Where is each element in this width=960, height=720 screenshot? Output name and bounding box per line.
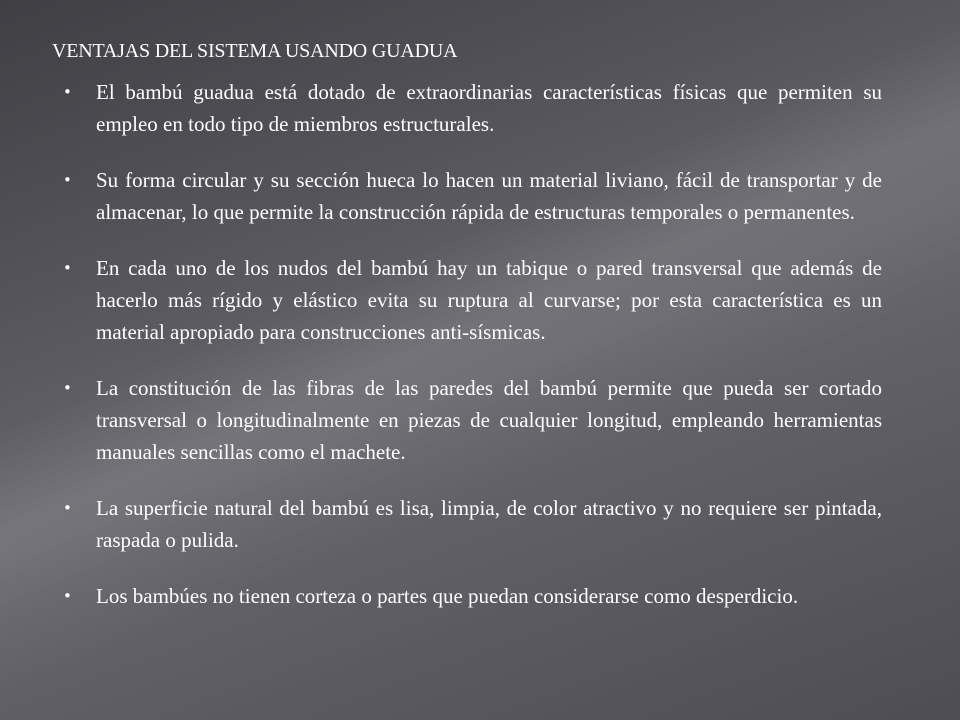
- bullet-marker: •: [63, 379, 72, 397]
- bullet-item: [60, 164, 882, 228]
- bullet-text: La superficie natural del bambú es lisa, limpia, de color atractivo y no requiere ser pintada, raspada o pulida.: [96, 496, 882, 552]
- bullet-marker: •: [63, 83, 72, 101]
- bullet-marker: •: [63, 499, 72, 517]
- bullet-item: [60, 76, 882, 140]
- bullet-item: [60, 492, 882, 556]
- bullet-text: El bambú guadua está dotado de extraordinarias características físicas que permiten su empleo en todo tipo de miembros estructurales.: [96, 80, 882, 136]
- slide-title: VENTAJAS DEL SISTEMA USANDO GUADUA: [52, 40, 458, 62]
- bullet-marker: •: [63, 259, 72, 277]
- bullet-item: [60, 372, 882, 468]
- bullet-marker: •: [63, 587, 72, 605]
- bullet-text: La constitución de las fibras de las paredes del bambú permite que pueda ser cortado transversal o longitudinalmente en piezas de cualquier longitud, empleando herramientas manuales sencillas como el machete.: [96, 376, 882, 464]
- bullet-text: Los bambúes no tienen corteza o partes que puedan considerarse como desperdicio.: [96, 584, 799, 608]
- bullet-marker: •: [63, 171, 72, 189]
- bullet-item: [60, 580, 882, 612]
- bullet-text: Su forma circular y su sección hueca lo hacen un material liviano, fácil de transportar y de almacenar, lo que permite la construcción rápida de estructuras temporales o permanentes.: [96, 168, 882, 224]
- bullet-item: [60, 252, 882, 348]
- bullet-list: [60, 76, 882, 636]
- bullet-text: En cada uno de los nudos del bambú hay un tabique o pared transversal que además de hacerlo más rígido y elástico evita su ruptura al curvarse; por esta característica es un material apropiado para construcciones anti-sísmicas.: [96, 256, 882, 344]
